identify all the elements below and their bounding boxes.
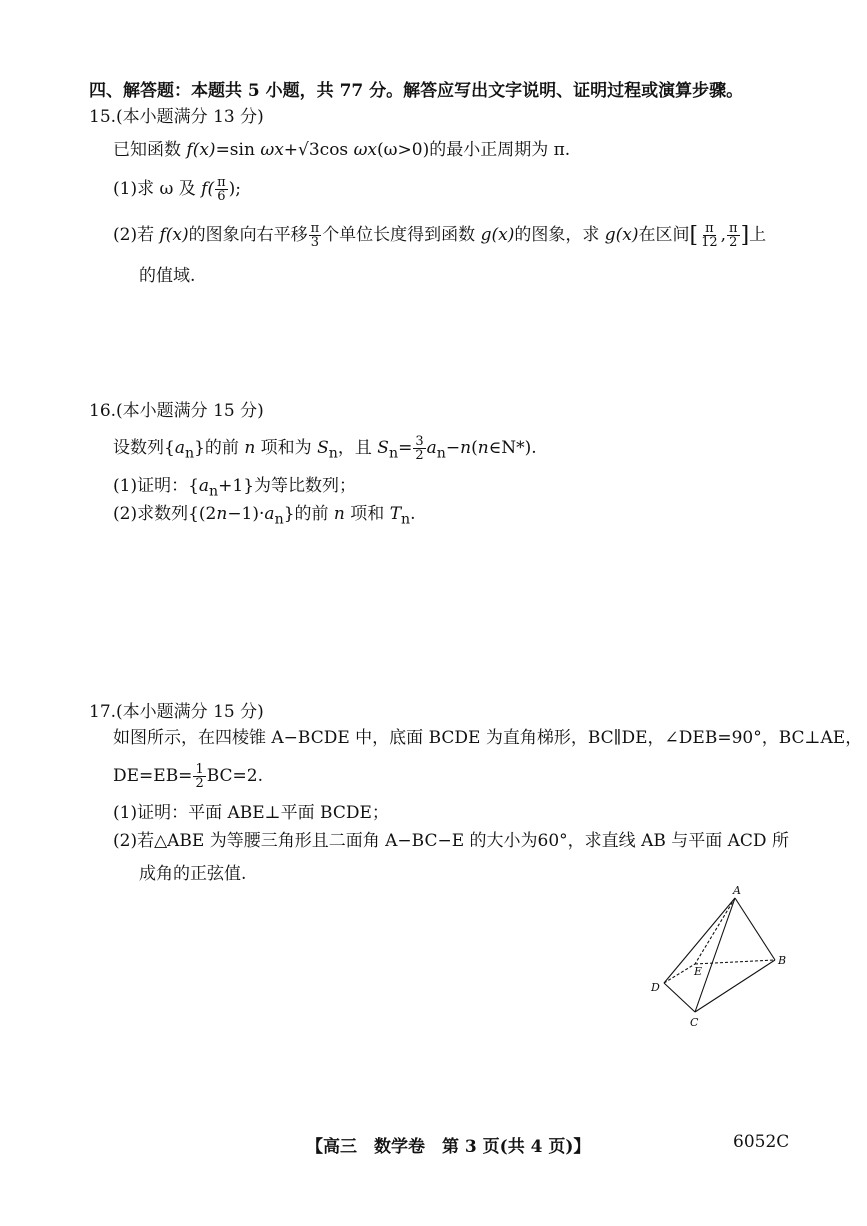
edge-CB — [695, 960, 775, 1012]
bracket-left: [ — [689, 223, 699, 248]
sub-n: n — [436, 445, 446, 462]
q15-number: 15. — [89, 107, 117, 127]
q15-part2-line1 — [113, 222, 766, 249]
math-wx: ωx — [260, 140, 284, 160]
frac-num: π — [217, 175, 226, 190]
paper-code: 6052C — [733, 1132, 790, 1152]
q15-part2-text: 在区间 — [638, 225, 690, 245]
frac-den: 2 — [195, 776, 204, 791]
frac-den: 2 — [415, 448, 424, 463]
fraction-pi-3 — [309, 222, 322, 249]
q15-part1-text: ; — [235, 179, 242, 199]
q15-part1-text: (1)求 ω 及 — [113, 179, 202, 199]
math-wx: ωx — [353, 140, 378, 160]
q15-part2-text: 上 — [749, 225, 767, 245]
math-f-open: f( — [201, 179, 215, 199]
q16-part1 — [113, 474, 356, 503]
q17-header — [89, 700, 264, 724]
q15-stem-text: =sin — [215, 140, 261, 160]
frac-den: 12 — [701, 235, 718, 250]
fraction-pi-6 — [215, 176, 228, 203]
q16-part2-text: . — [410, 504, 416, 524]
q15-part2-text: (2)若 — [113, 225, 160, 245]
comma: , — [720, 225, 727, 245]
math-gx: g(x) — [604, 225, 639, 245]
math-S: S — [377, 438, 389, 458]
math-close: ) — [228, 179, 236, 199]
math-fx: f(x) — [186, 140, 216, 160]
q16-part2-text: −1)· — [227, 504, 265, 524]
q16-part1-text: (1)证明：{ — [113, 476, 199, 496]
q17-stem-text: BC=2. — [206, 766, 263, 786]
math-n: n — [216, 504, 228, 524]
q15-part1 — [113, 176, 241, 203]
q17-stem-line2 — [113, 763, 263, 790]
q15-stem-text: 已知函数 — [113, 140, 187, 160]
frac-num: π — [729, 221, 738, 236]
q16-points: (本小题满分 15 分) — [116, 401, 264, 421]
q17-points: (本小题满分 15 分) — [116, 702, 264, 722]
math-S: S — [317, 438, 329, 458]
q16-part2-text: 项和 — [344, 504, 390, 524]
q16-stem-text: ，且 — [337, 438, 378, 458]
q16-stem-text: }的前 — [194, 438, 245, 458]
q16-stem-text: ∈N*). — [488, 438, 537, 458]
sub-n: n — [274, 511, 284, 528]
q15-part2-text: 个单位长度得到函数 — [322, 225, 481, 245]
page-footer: 【高三 数学卷 第 3 页(共 4 页)】 — [306, 1137, 591, 1157]
frac-num: 1 — [195, 762, 204, 777]
fraction-pi-12 — [699, 222, 720, 249]
q15-part2-line2: 的值域. — [139, 266, 196, 286]
label-C: C — [690, 1016, 699, 1029]
q16-stem-text: 项和为 — [255, 438, 318, 458]
edge-AB — [735, 898, 775, 960]
math-gx: g(x) — [480, 225, 515, 245]
math-fx: f(x) — [159, 225, 189, 245]
math-a: a — [426, 438, 437, 458]
pyramid-figure — [645, 882, 795, 1032]
q17-part1: (1)证明：平面 ABE⊥平面 BCDE； — [113, 803, 389, 823]
q16-part2-text: }的前 — [283, 504, 334, 524]
label-A: A — [733, 884, 741, 897]
sub-n: n — [184, 445, 195, 462]
math-n: n — [460, 438, 472, 458]
math-n: n — [244, 438, 256, 458]
q17-stem-text: DE=EB= — [113, 766, 193, 786]
sub-n: n — [388, 445, 399, 462]
frac-den: 3 — [310, 235, 320, 250]
q16-stem — [113, 435, 537, 465]
edge-EB-hidden — [695, 960, 775, 964]
fraction-pi-2 — [727, 222, 740, 249]
section-heading: 四、解答题：本题共 5 小题，共 77 分。解答应写出文字说明、证明过程或演算步骤。 — [89, 81, 744, 101]
q16-header — [89, 399, 264, 423]
label-B: B — [778, 954, 787, 967]
q15-stem — [113, 138, 570, 162]
q16-part1-text: +1}为等比数列； — [218, 476, 357, 496]
frac-num: π — [310, 221, 320, 236]
q17-part2-line1: (2)若△ABE 为等腰三角形且二面角 A−BC−E 的大小为60°，求直线 AB 与平面 ACD 所 — [113, 831, 789, 851]
q16-stem-text: ( — [471, 438, 478, 458]
math-a: a — [264, 504, 275, 524]
edge-DE-hidden — [664, 964, 695, 983]
bracket-right: ] — [740, 223, 750, 248]
frac-num: 3 — [415, 434, 424, 449]
q16-stem-text: 设数列{ — [113, 438, 175, 458]
edge-DC — [664, 983, 695, 1012]
math-T: T — [389, 504, 402, 524]
q15-stem-text: +√3cos — [283, 140, 354, 160]
q16-stem-text: − — [445, 438, 461, 458]
frac-den: 6 — [217, 189, 226, 204]
q15-stem-text: (ω>0)的最小正周期为 π. — [377, 140, 571, 160]
q15-points: (本小题满分 13 分) — [116, 107, 264, 127]
label-D: D — [651, 981, 660, 994]
label-E: E — [694, 965, 703, 978]
q17-number: 17. — [89, 702, 117, 722]
q15-part2-text: 的图象，求 — [514, 225, 605, 245]
frac-den: 2 — [729, 235, 738, 250]
q16-part2-text: (2)求数列{(2 — [113, 504, 217, 524]
fraction-1-2 — [193, 763, 205, 790]
sub-n: n — [328, 445, 338, 462]
fraction-3-2 — [413, 435, 425, 462]
q16-stem-text: = — [398, 438, 413, 458]
q17-part2-line2: 成角的正弦值. — [139, 864, 247, 884]
math-a: a — [174, 438, 185, 458]
sub-n: n — [401, 511, 411, 528]
frac-num: π — [705, 221, 714, 236]
q16-part2 — [113, 502, 416, 531]
math-a: a — [198, 476, 210, 496]
q15-part2-text: 的图象向右平移 — [188, 225, 308, 245]
q15-header — [89, 105, 264, 129]
q16-number: 16. — [89, 401, 117, 421]
math-n: n — [333, 504, 345, 524]
sub-n: n — [209, 483, 219, 500]
q17-stem-line1: 如图所示，在四棱锥 A−BCDE 中，底面 BCDE 为直角梯形，BC∥DE，∠DEB=90°，BC⊥AE， — [113, 728, 863, 748]
math-n: n — [477, 438, 489, 458]
